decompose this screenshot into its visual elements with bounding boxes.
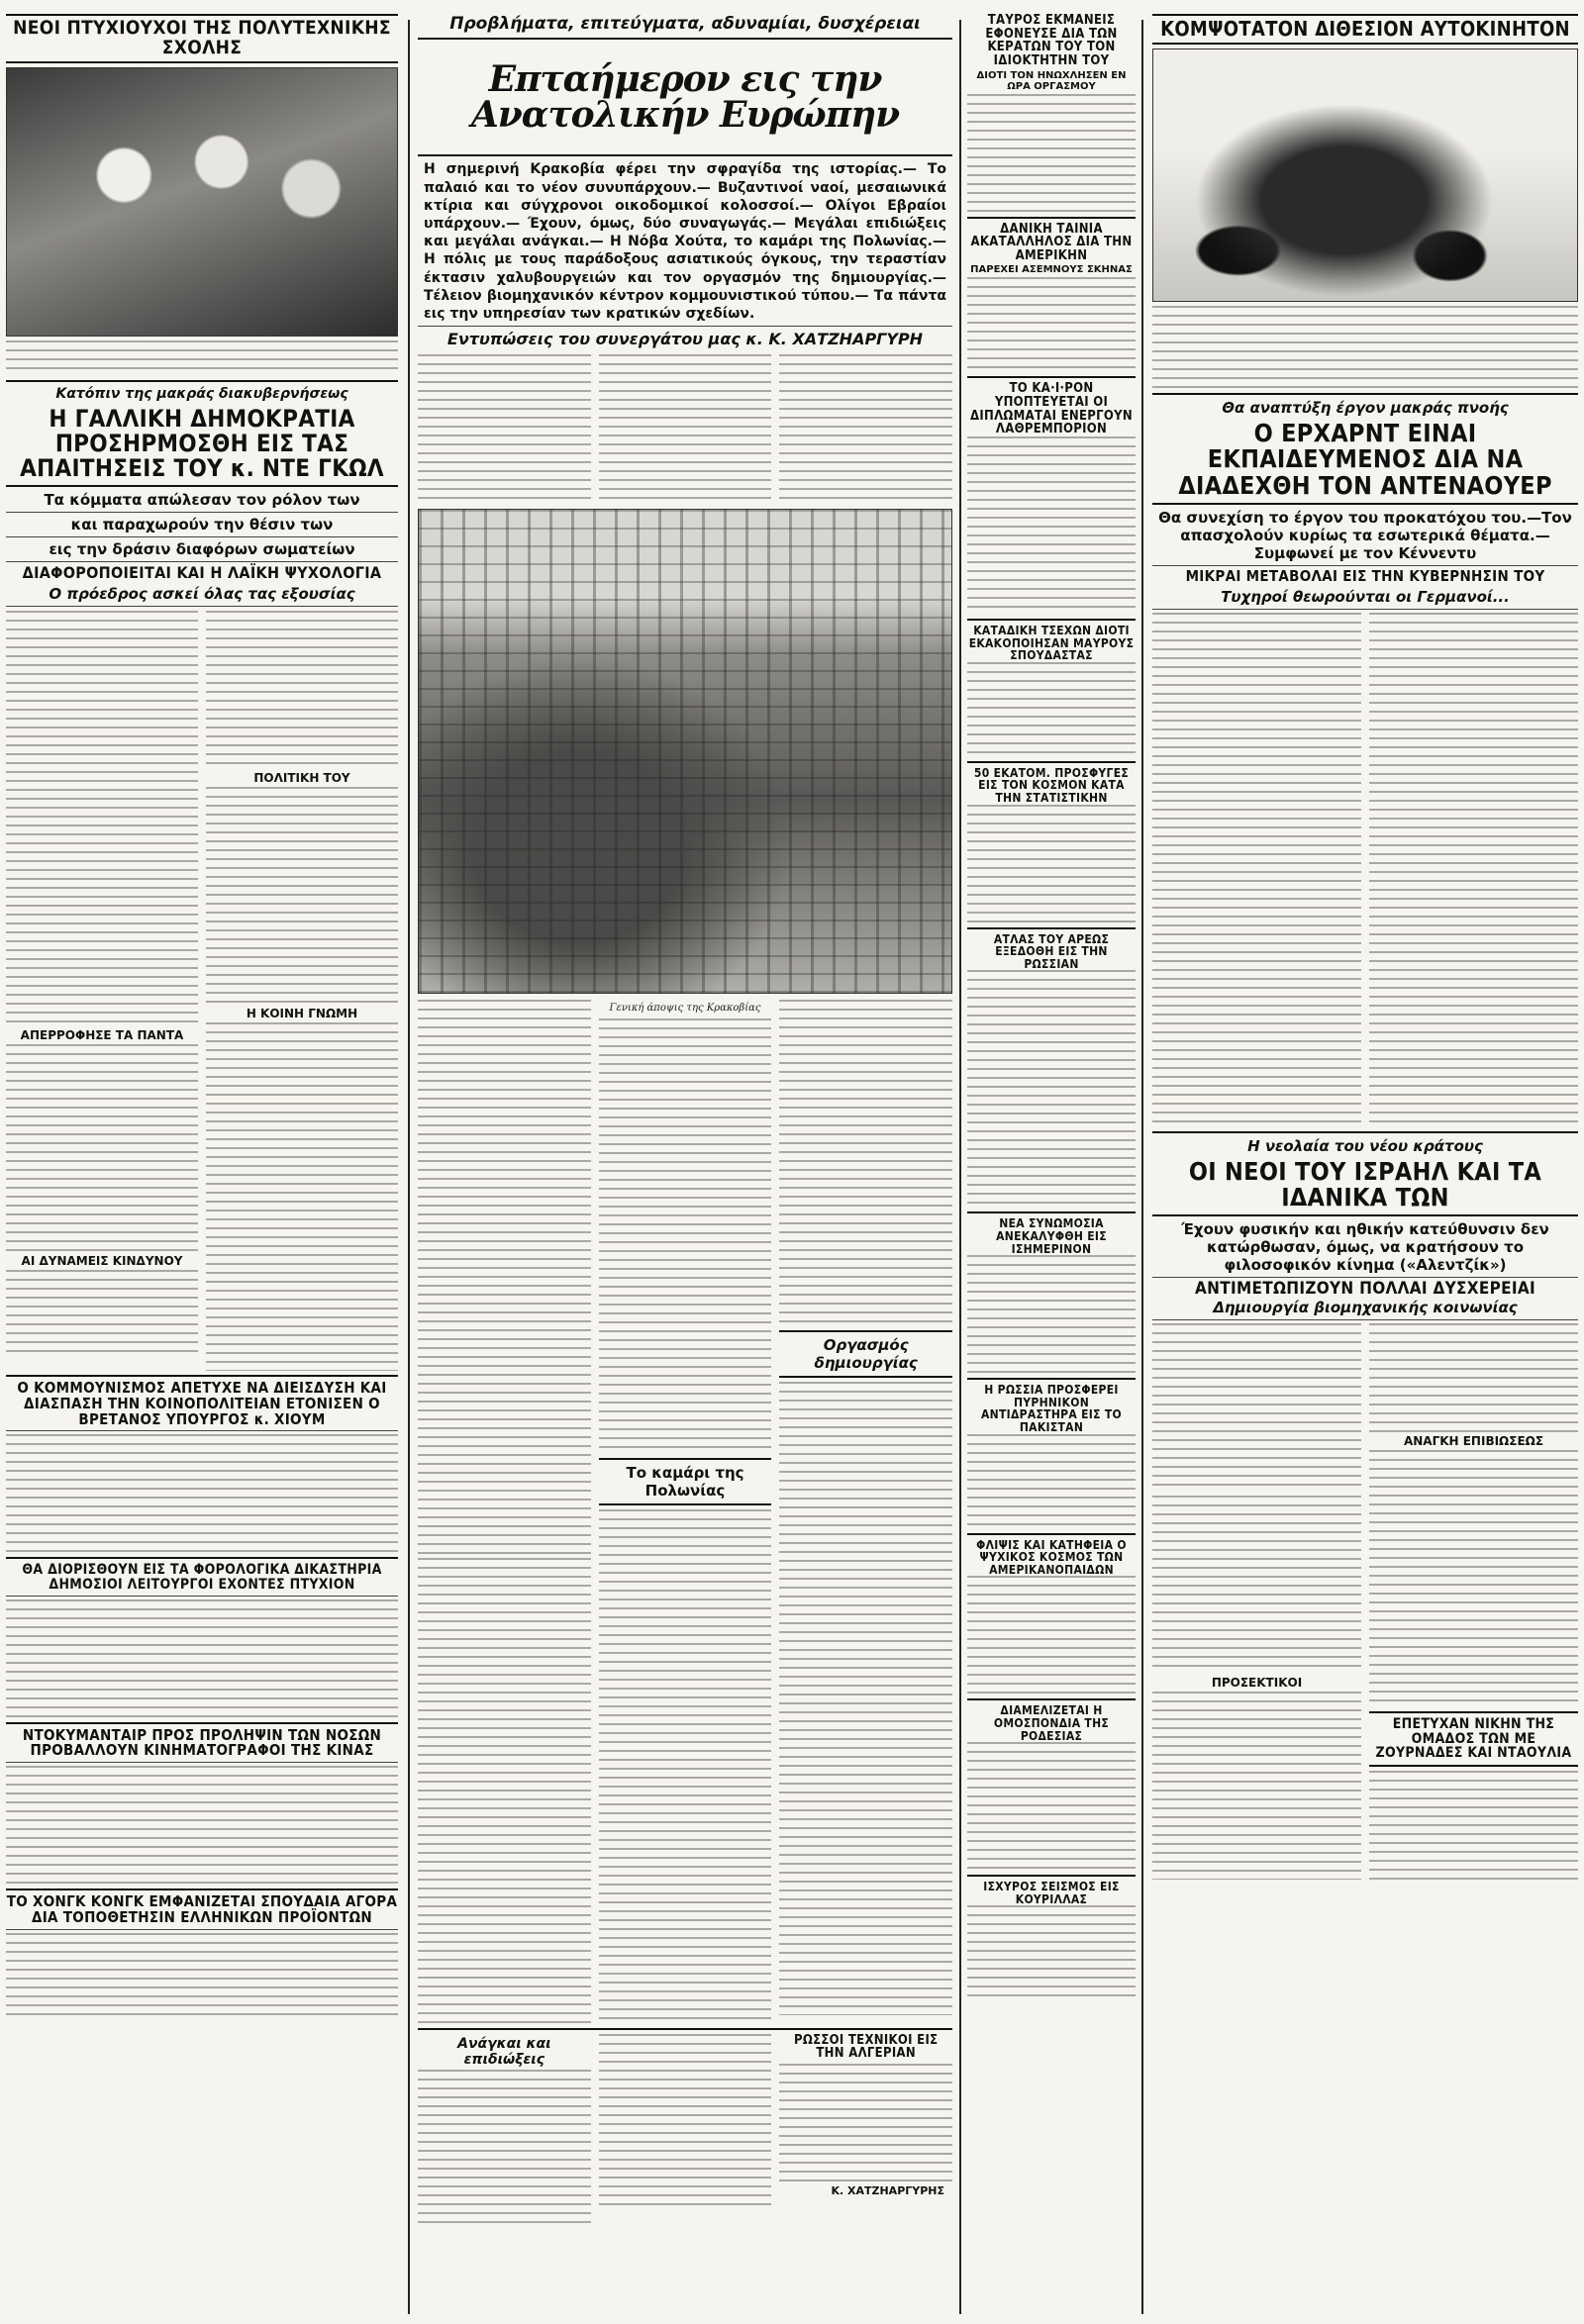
photo-krakow [418,509,952,994]
kicker-gaulle: Κατόπιν της μακράς διακυβερνήσεως [55,385,348,402]
headline-refugees: 50 ΕΚΑΤΟΜ. ΠΡΟΣΦΥΓΕΣ ΕΙΣ ΤΟΝ ΚΟΣΜΟΝ ΚΑΤΑ ΤΗΝ ΣΤΑΤΙΣΤΙΚΗΝ [973,765,1130,806]
column-3 [964,0,1138,1996]
headline-israel: ΟΙ ΝΕΟΙ ΤΟΥ ΙΣΡΑΗΛ ΚΑΙ ΤΑ ΙΔΑΝΙΚΑ ΤΩΝ [1188,1156,1542,1211]
subhead-bull: ΔΙΟΤΙ ΤΟΝ ΗΝΩΧΛΗΣΕΝ ΕΝ ΩΡΑ ΟΡΓΑΣΜΟΥ [976,69,1127,92]
section-head-polish-pride: Το καμάρι της Πολωνίας [626,1463,744,1500]
headline-czech: ΚΑΤΑΔΙΚΗ ΤΣΕΧΩΝ ΔΙΟΤΙ ΕΚΑΚΟΠΟΙΗΣΑΝ ΜΑΥΡΟΥΣ ΣΠΟΥΔΑΣΤΑΣ [968,624,1135,663]
headline-danish-film: ΔΑΝΙΚΗ ΤΑΙΝΙΑ ΑΚΑΤΑΛΛΗΛΟΣ ΔΙΑ ΤΗΝ ΑΜΕΡΙΚΗΝ [970,221,1133,263]
byline-europe: Εντυπώσεις του συνεργάτου μας κ. Κ. ΧΑΤΖΗΑΡΓΥΡΗ [446,330,924,349]
headline-erhard: Ο ΕΡΧΑΡΝΤ ΕΙΝΑΙ ΕΚΠΑΙΔΕΥΜΕΝΟΣ ΔΙΑ ΝΑ ΔΙΑΔΕΧΘΗ ΤΟΝ ΑΝΤΕΝΑΟΥΕΡ [1178,419,1552,500]
photo-car [1152,48,1578,302]
body-tax-courts [6,1599,398,1718]
gaulle-body [6,611,398,1371]
subhead-gaulle-5: Ο πρόεδρος ασκεί όλας τας εξουσίας [49,585,355,604]
headline-cairo-diplomats: ΤΟ ΚΑ·Ι·ΡΟΝ ΥΠΟΠΤΕΥΕΤΑΙ ΟΙ ΔΙΠΛΩΜΑΤΑΙ ΕΝΕΡΓΟΥΝ ΛΑΘΡΕΜΠΟΡΙΟΝ [969,381,1133,437]
headline-american-children: ΦΛΙΨΙΣ ΚΑΙ ΚΑΤΗΦΕΙΑ Ο ΨΥΧΙΚΟΣ ΚΟΣΜΟΣ ΤΩΝ ΑΜΕΡΙΚΑΝΟΠΑΙΔΩΝ [976,1537,1127,1577]
headline-russian-tech-algeria: ΡΩΣΣΟΙ ΤΕΧΝΙΚΟΙ ΕΙΣ ΤΗΝ ΑΛΓΕΡΙΑΝ [793,2032,939,2062]
subhead-israel-2: ΑΝΤΙΜΕΤΩΠΙΖΟΥΝ ΠΟΛΛΑΙ ΔΥΣΧΕΡΕΙΑΙ [1194,1279,1536,1299]
headline-tax-courts: ΘΑ ΔΙΟΡΙΣΘΟΥΝ ΕΙΣ ΤΑ ΦΟΡΟΛΟΓΙΚΑ ΔΙΚΑΣΤΗΡΙΑ ΔΗΜΟΣΙΟΙ ΛΕΙΤΟΥΡΓΟΙ ΕΧΟΝΤΕΣ ΠΤΥΧΙΟΝ [22,1562,382,1593]
headline-car: ΚΟΜΨΟΤΑΤΟΝ ΔΙΘΕΣΙΟΝ ΑΥΤΟΚΙΝΗΤΟΝ [1152,14,1578,45]
lead-europe: Η σημερινή Κρακοβία φέρει την σφραγίδα της ιστορίας.— Το παλαιό και το νέον συνυπάρχουν.— Βυζαντινοί ναοί, μεσαιωνικά κτίρια και σύγχρονοι οικοδομικοί κολοσσοί.— Ολίγοι Εβραίοι υπάρχουν.— Έχουν, όμως, δύο συναγωγάς.— Μεγάλαι επιδιώξεις και μεγάλαι ανάγκαι.— Η Νόβα Χούτα, το καμάρι της Πολωνίας.— Η πόλις με τους παράδοξους ασιατικούς όγκους, την τεραστίαν έκτασιν χαλυβουργειών και τον οργασμόν της δημιουργίας.— Τέλειον βιομηχανικόν κέντρον κομμουνιστικού τύπου.— Τα πάντα εις την υπηρεσίαν των κρατικών σχεδίων. [424,161,946,322]
signature: Κ. ΧΑΤΖΗΑΡΓΥΡΗΣ [831,2183,945,2197]
headline-ecuador-plot: ΝΕΑ ΣΥΝΩΜΟΣΙΑ ΑΝΕΚΑΛΥΦΘΗ ΕΙΣ ΙΣΗΜΕΡΙΝΟΝ [996,1216,1107,1256]
subhead-gaulle-3: εις την δράσιν διαφόρων σωματείων [49,540,355,559]
subhead-gaulle-2: και παραχωρούν την θέσιν των [70,516,334,534]
kicker-europe: Προβλήματα, επιτεύγματα, αδυναμίαι, δυσχέρειαι [449,14,921,34]
headline-kuril-quake: ΙΣΧΥΡΟΣ ΣΕΙΣΜΟΣ ΕΙΣ ΚΟΥΡΙΛΛΑΣ [983,1880,1120,1906]
column-4 [1146,0,1584,1880]
headline-mars-atlas: ΑΤΛΑΣ ΤΟΥ ΑΡΕΩΣ ΕΞΕΔΟΘΗ ΕΙΣ ΤΗΝ ΡΩΣΣΙΑΝ [993,931,1110,971]
column-rule [959,20,961,2314]
article-columns [418,1000,952,2024]
headline-pakistan-reactor: Η ΡΩΣΣΙΑ ΠΡΟΣΦΕΡΕΙ ΠΥΡΗΝΙΚΟΝ ΑΝΤΙΔΡΑΣΤΗΡΑ ΕΙΣ ΤΟ ΠΑΚΙΣΤΑΝ [981,1383,1122,1434]
section-head-public-opinion: Η ΚΟΙΝΗ ΓΝΩΜΗ [246,1007,358,1021]
column-rule [408,20,410,2314]
headline-graduates: ΝΕΟΙ ΠΤΥΧΙΟΥΧΟΙ ΤΗΣ ΠΟΛΥΤΕΧΝΙΚΗΣ ΣΧΟΛΗΣ [6,14,398,63]
photo-caption-graduates [6,340,398,376]
section-head-policy: ΠΟΛΙΤΙΚΗ ΤΟΥ [253,771,350,786]
headline-hong-kong: ΤΟ ΧΟΝΓΚ ΚΟΝΓΚ ΕΜΦΑΝΙΖΕΤΑΙ ΣΠΟΥΔΑΙΑ ΑΓΟΡΑ ΔΙΑ ΤΟΠΟΘΕΤΗΣΙΝ ΕΛΛΗΝΙΚΩΝ ΠΡΟΪΟΝΤΩΝ [6,1892,398,1926]
body-hong-kong [6,1933,398,2018]
subhead-gaulle-4: ΔΙΑΦΟΡΟΠΟΙΕΙΤΑΙ ΚΑΙ Η ΛΑΪΚΗ ΨΥΧΟΛΟΓΙΑ [22,563,382,583]
photo-graduates [6,67,398,337]
section-head-absorbed: ΑΠΕΡΡΟΦΗΣΕ ΤΑ ΠΑΝΤΑ [20,1028,184,1043]
body-uk-commonwealth [6,1434,398,1553]
section-head-prudent: ΠΡΟΣΕΚΤΙΚΟΙ [1211,1675,1303,1690]
photo-caption-car [1152,306,1578,389]
subhead-israel-3: Δημιουργία βιομηχανικής κοινωνίας [1213,1298,1518,1316]
section-head-creation: Οργασμός δημιουργίας [814,1336,918,1373]
bottom-columns [418,2034,952,2228]
kicker-israel: Η νεολαία του νέου κράτους [1247,1136,1483,1155]
photo-caption-krakow: Γενική άποψις της Κρακοβίας [609,1003,761,1015]
erhard-body [1152,613,1578,1127]
headline-europe: Επταήμερον εις την Ανατολικήν Ευρώπην [470,58,900,137]
intro-columns [418,354,952,503]
subhead-erhard-2: ΜΙΚΡΑΙ ΜΕΤΑΒΟΛΑΙ ΕΙΣ ΤΗΝ ΚΥΒΕΡΝΗΣΙΝ ΤΟΥ [1185,566,1545,585]
subhead-israel-1: Έχουν φυσικήν και ηθικήν κατεύθυνσιν δεν κατώρθωσαν, όμως, να κρατήσουν το φιλοσοφικόν κίνημα («Αλεντζίκ») [1181,1220,1549,1274]
headline-bull: ΤΑΥΡΟΣ ΕΚΜΑΝΕΙΣ ΕΦΟΝΕΥΣΕ ΔΙΑ ΤΩΝ ΚΕΡΑΤΩΝ ΤΟΥ ΤΟΝ ΙΔΙΟΚΤΗΤΗΝ ΤΟΥ [985,13,1118,68]
column-2 [414,0,956,2228]
subhead-danish-film: ΠΑΡΕΧΕΙ ΑΣΕΜΝΟΥΣ ΣΚΗΝΑΣ [970,264,1133,276]
headline-sport: ΕΠΕΤΥΧΑΝ ΝΙΚΗΝ ΤΗΣ ΟΜΑΔΟΣ ΤΩΝ ΜΕ ΖΟΥΡΝΑΔΕΣ ΚΑΙ ΝΤΑΟΥΛΙΑ [1375,1715,1572,1762]
headline-china-films: ΝΤΟΚΥΜΑΝΤΑΙΡ ΠΡΟΣ ΠΡΟΛΗΨΙΝ ΤΩΝ ΝΟΣΩΝ ΠΡΟΒΑΛΛΟΥΝ ΚΙΝΗΜΑΤΟΓΡΑΦΟΙ ΤΗΣ ΚΙΝΑΣ [22,1725,382,1760]
subhead-erhard-1: Θα συνεχίση το έργον του προκατόχου του.—Τον απασχολούν κυρίως τα εσωτερικά θέματα.—Συμφωνεί με τον Κέννεντυ [1158,508,1572,562]
subhead-erhard-3: Τυχηροί θεωρούνται οι Γερμανοί... [1221,587,1510,606]
section-head-danger: ΑΙ ΔΥΝΑΜΕΙΣ ΚΙΝΔΥΝΟΥ [21,1254,183,1269]
section-head-survival: ΑΝΑΓΚΗ ΕΠΙΒΙΩΣΕΩΣ [1403,1433,1544,1448]
body-china-films [6,1766,398,1885]
section-head-needs: Ανάγκαι και επιδιώξεις [457,2035,551,2068]
subhead-gaulle-1: Τα κόμματα απώλεσαν τον ρόλον των [44,491,360,510]
headline-rhodesia: ΔΙΑΜΕΛΙΖΕΤΑΙ Η ΟΜΟΣΠΟΝΔΙΑ ΤΗΣ ΡΟΔΕΣΙΑΣ [993,1703,1110,1743]
israel-body [1152,1323,1578,1880]
headline-uk-commonwealth: Ο ΚΟΜΜΟΥΝΙΣΜΟΣ ΑΠΕΤΥΧΕ ΝΑ ΔΙΕΙΣΔΥΣΗ ΚΑΙ ΔΙΑΣΠΑΣΗ ΤΗΝ ΚΟΙΝΟΠΟΛΙΤΕΙΑΝ ΕΤΟΝΙΣΕΝ Ο ΒΡΕΤΑΝΟΣ ΥΠΟΥΡΓΟΣ κ. ΧΙΟΥΜ [17,1379,387,1428]
headline-gaulle: Η ΓΑΛΛΙΚΗ ΔΗΜΟΚΡΑΤΙΑ ΠΡΟΣΗΡΜΟΣΘΗ ΕΙΣ ΤΑΣ ΑΠΑΙΤΗΣΕΙΣ ΤΟΥ κ. ΝΤΕ ΓΚΩΛ [20,404,384,483]
column-rule [1141,20,1143,2314]
kicker-erhard: Θα αναπτύξη έργον μακράς πνοής [1222,399,1509,417]
column-1 [0,0,404,2018]
